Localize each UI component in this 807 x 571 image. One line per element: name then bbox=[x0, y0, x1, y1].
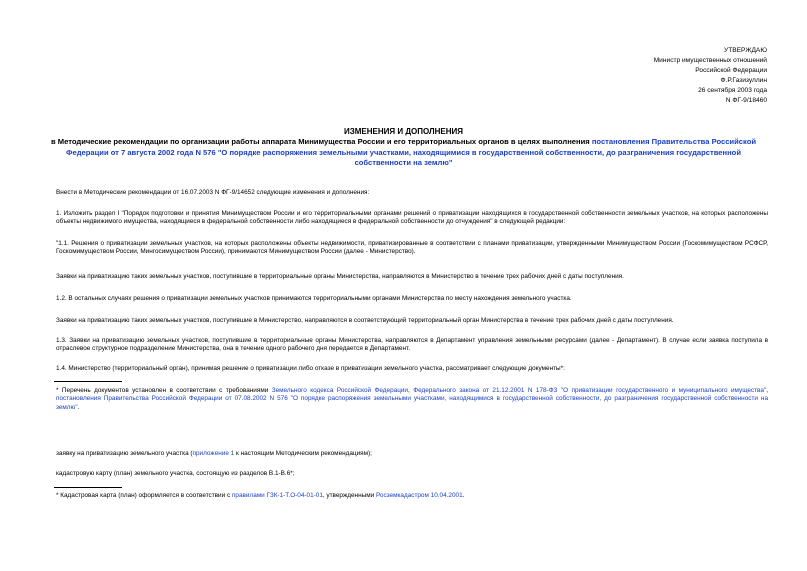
approval-block bbox=[654, 46, 767, 106]
approval-line: УТВЕРЖДАЮ bbox=[724, 47, 767, 54]
roszemkadastr-link[interactable]: Росземкадастром 10.04.2001 bbox=[375, 492, 463, 499]
list-item-application bbox=[56, 450, 768, 458]
list-item-a-prefix: заявку на приватизацию земельного участка ( bbox=[56, 450, 193, 457]
item-1-paragraph: 1. Изложить раздел I "Порядок подготовки и принятия Минимуществом России и его территориальными органами решений о приватизации находящихся в государственной собственности земельных участков, на которых расположены объекты недвижимого имущества, находящиеся в федеральной собственности либо находящиеся в федеральной собственности до отчуждения" в следующей редакции: bbox=[56, 210, 768, 226]
paragraph-b: Заявки на приватизацию таких земельных участков, поступившие в Министерство, направляются в соответствующий территориальный орган Министерства в течение трех рабочих дней с даты поступления. bbox=[56, 317, 674, 324]
footnote-2-middle: , утвержденными bbox=[322, 492, 376, 499]
intro-paragraph: Внести в Методические рекомендации от 16.07.2003 N ФГ-9/14652 следующие изменения и дополнения: bbox=[56, 189, 370, 196]
separator: , bbox=[766, 387, 768, 394]
document-title bbox=[40, 127, 767, 169]
item-1-4-paragraph: 1.4. Министерство (территориальный орган), принимая решение о приватизации либо отказе в приватизации земельного участка, рассматривает следующие документы*: bbox=[56, 365, 565, 372]
footnote-2-prefix: * Кадастровая карта (план) оформляется в соответствии с bbox=[56, 492, 232, 499]
resolution-link[interactable]: постановления Правительства Российской Федерации от 7 августа 2002 года N 576 "О порядке распоряжения земельными участками, находящимися в государственной собственности, до разграничения государственной собственности на землю" bbox=[66, 137, 757, 168]
appendix-1-link[interactable]: приложение 1 bbox=[192, 450, 235, 457]
item-1-2-paragraph: 1.2. В остальных случаях решения о приватизации земельных участков принимаются территориальными органами Министерства по месту нахождения земельного участка. bbox=[56, 295, 572, 302]
approval-line: Российской Федерации bbox=[695, 67, 767, 74]
rules-gzk-link[interactable]: правилами ГЗК-1-Т.О-04-01-01 bbox=[231, 492, 323, 499]
item-1-3-paragraph: 1.3. Заявки на приватизацию земельных участков, поступившие в территориальные органы Министерства, направляются в Департамент управления земельными ресурсами (далее - Департамент). В случае если заявка поступила в отраслевое структурное подразделение Министерства, она в течение одного рабочего дня передается в Департамент. bbox=[56, 337, 768, 353]
list-item-a-suffix: к настоящим Методическим рекомендациям); bbox=[234, 450, 372, 457]
title-prefix: в Методические рекомендации по организации работы аппарата Минимущества России и его территориальных органов в целях выполнения bbox=[50, 137, 592, 147]
approval-line: N ФГ-9/18460 bbox=[725, 97, 767, 104]
footnote-1-prefix: * Перечень документов установлен в соответствии с требованиями bbox=[56, 387, 272, 394]
approval-line: 26 сентября 2003 года bbox=[698, 87, 767, 94]
footnote-1-suffix: . bbox=[77, 403, 80, 411]
footnote-divider-2 bbox=[54, 487, 122, 488]
item-1-1-paragraph: "1.1. Решения о приватизации земельных участков, на которых расположены объекты недвижимости, приватизированные в соответствии с планами приватизации, утвержденными Минимуществом России (Госкомимуществом РСФСР, Госкомимуществом России, Мингосимуществом России), принимаются Минимуществом России (далее - Министерство). bbox=[56, 240, 768, 256]
land-code-link[interactable]: Земельного кодекса Российской Федерации bbox=[271, 387, 408, 394]
separator: , bbox=[408, 387, 414, 394]
paragraph-a: Заявки на приватизацию таких земельных участков, поступившие в территориальные органы Министерства, направляются в Министерство в течение трех рабочих дней с даты поступления. bbox=[56, 273, 624, 280]
title-heading: ИЗМЕНЕНИЯ И ДОПОЛНЕНИЯ bbox=[343, 127, 464, 136]
footnote-1 bbox=[56, 387, 768, 412]
government-resolution-link[interactable]: постановления Правительства Российской Федерации от 07.08.2002 N 576 "О порядке распоряжения земельными участками, находящимися в государственной собственности, до разграничения государственной собственности на землю" bbox=[56, 395, 768, 411]
list-item-cadastral-map: кадастровую карту (план) земельного участка, состоящую из разделов В.1-В.6*; bbox=[56, 470, 295, 477]
footnote-2 bbox=[56, 492, 768, 500]
federal-law-link[interactable]: Федерального закона от 21.12.2001 N 178-ФЗ "О приватизации государственного и муниципального имущества" bbox=[413, 387, 767, 394]
approval-line: Министр имущественных отношений bbox=[653, 57, 767, 64]
footnote-2-suffix: . bbox=[462, 492, 465, 499]
approval-line: Ф.Р.Газизуллин bbox=[720, 77, 767, 84]
title-subtitle bbox=[40, 137, 767, 168]
footnote-divider bbox=[54, 381, 122, 382]
